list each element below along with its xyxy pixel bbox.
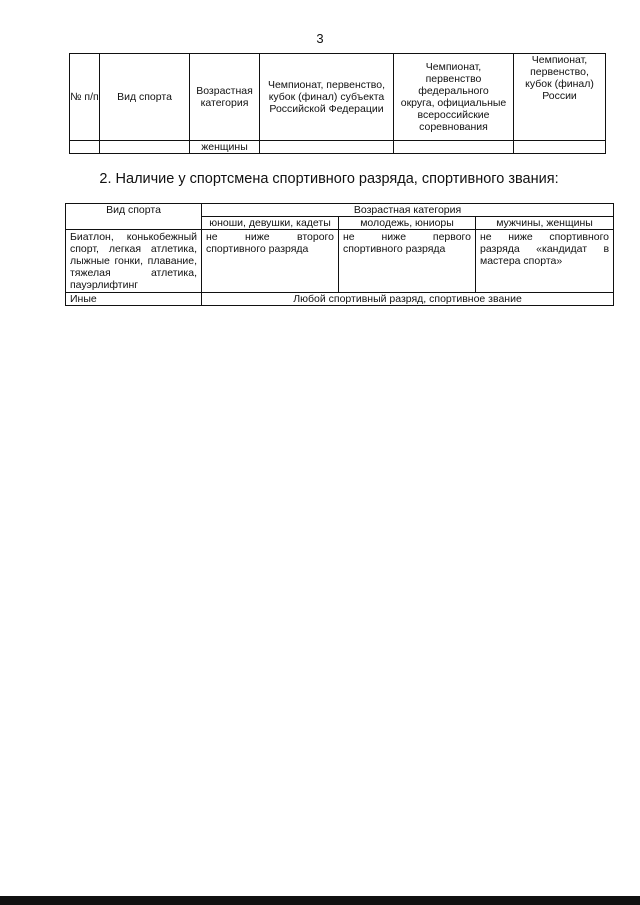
sport-rank-table xyxy=(65,203,614,306)
requirement-text: не ниже второго спортивного разряда xyxy=(206,231,334,255)
requirement-cell xyxy=(476,230,614,293)
requirement-text: не ниже спортивного разряда «кандидат в мастера спорта» xyxy=(480,231,610,267)
section-heading: 2. Наличие у спортсмена спортивного разряда, спортивного звания: xyxy=(99,171,559,187)
sport-list-cell xyxy=(66,230,202,293)
table-cell xyxy=(100,141,190,154)
sport-other-cell xyxy=(66,293,202,306)
scan-border xyxy=(0,896,640,905)
table-row xyxy=(66,293,614,306)
table-header-row xyxy=(70,54,606,141)
header-regional-championship: Чемпионат, первенство, кубок (финал) субъекта Российской Федерации xyxy=(260,54,394,141)
header-age-category: Возрастная категория xyxy=(202,204,614,217)
competitions-table xyxy=(69,53,606,154)
subheader-juniors: юноши, девушки, кадеты xyxy=(202,217,339,230)
requirement-cell xyxy=(202,230,339,293)
header-number: № п/п xyxy=(70,54,100,141)
header-sport: Вид спорта xyxy=(100,54,190,141)
table-header-row xyxy=(66,204,614,217)
table-cell xyxy=(70,141,100,154)
sport-list-text: Биатлон, конькобежный спорт, легкая атлетика, лыжные гонки, плавание, тяжелая атлетика, пауэрлифтинг xyxy=(70,231,197,291)
table-row xyxy=(66,230,614,293)
subheader-youth: молодежь, юниоры xyxy=(339,217,476,230)
requirement-any-cell: Любой спортивный разряд, спортивное звание xyxy=(202,293,614,306)
header-russia-championship: Чемпионат, первенство, кубок (финал) России xyxy=(514,54,606,141)
header-sport: Вид спорта xyxy=(66,204,202,230)
page-number: 3 xyxy=(316,31,324,46)
table-cell xyxy=(394,141,514,154)
subheader-adults: мужчины, женщины xyxy=(476,217,614,230)
requirement-cell xyxy=(339,230,476,293)
table-cell-age: женщины xyxy=(190,141,260,154)
header-federal-district-championship: Чемпионат, первенство федерального округа, официальные всероссийские соревнования xyxy=(394,54,514,141)
table-cell xyxy=(514,141,606,154)
header-age-category: Возрастная категория xyxy=(190,54,260,141)
sport-other-text: Иные xyxy=(70,293,97,305)
requirement-text: не ниже первого спортивного разряда xyxy=(343,231,471,255)
table-cell xyxy=(260,141,394,154)
table-row xyxy=(70,141,606,154)
